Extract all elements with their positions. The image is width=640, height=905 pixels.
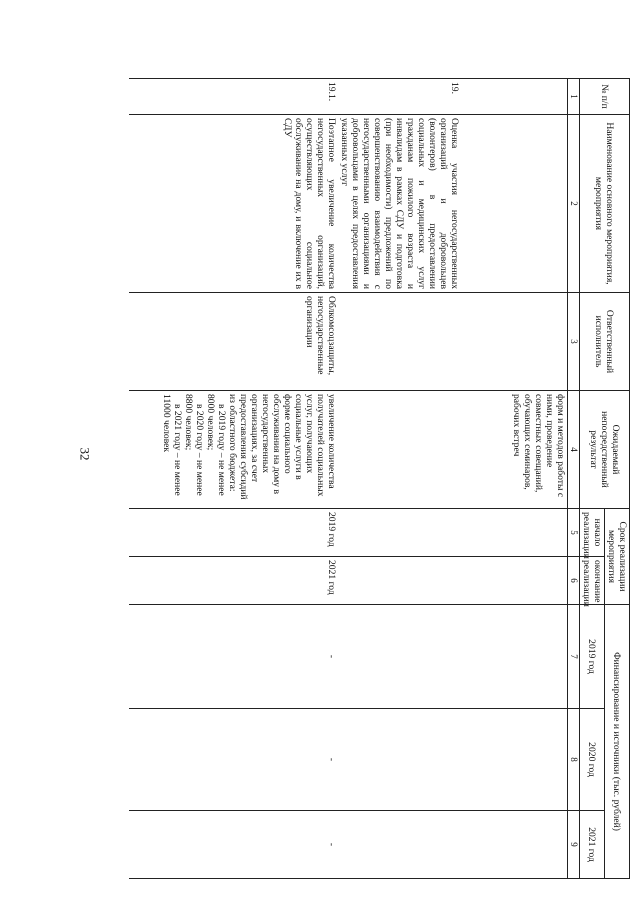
- header-executor: Ответственный исполнитель: [580, 293, 630, 391]
- header-num: № п/п: [580, 79, 630, 115]
- column-number: 1: [568, 79, 580, 115]
- table-row: [129, 79, 338, 879]
- result-line: в 2019 году – не менее 8000 человек;: [205, 394, 227, 496]
- column-number: 4: [568, 391, 580, 509]
- header-term: Срок реализации мероприятия: [605, 509, 630, 605]
- column-number: 8: [568, 709, 580, 811]
- row-result-text: увеличение количества получателей социальных услуг, получающих социальные услуги в форме социального обслуживания на дому в негосударственных организациях, за счет предоставления субсидий из областного бюджета:: [227, 394, 337, 500]
- row-2019: -: [129, 605, 338, 709]
- row-name: Оценка участия негосударственных организаций и добровольцев (волонтеров) в предоставлении социальных и медицинских услуг гражданам пожилого возраста и инвалидам в рамках СДУ и подготовка (при необходимости) предложений по совершенствованию взаимодействия с негосударственными организациями и добровольцами в целях предоставления указанных услуг: [338, 115, 500, 293]
- row-end: [338, 557, 500, 605]
- row-end: 2021 год: [129, 557, 338, 605]
- header-finance: Финансирование и источники (тыс. рублей): [605, 605, 630, 879]
- header-2021: 2021 год: [580, 811, 605, 879]
- header-result: Ожидаемый непосредственный результат: [580, 391, 630, 509]
- result-line: в 2020 году – не менее 8800 человек;: [183, 394, 205, 496]
- column-number-row: [568, 79, 580, 879]
- program-activities-table: [129, 78, 630, 879]
- row-2019: [338, 605, 500, 709]
- column-number: 7: [568, 605, 580, 709]
- header-2019: 2019 год: [580, 605, 605, 709]
- header-term-end: окончание реализации: [580, 557, 605, 605]
- column-number: 5: [568, 509, 580, 557]
- row-2020: -: [129, 709, 338, 811]
- page-number: 32: [77, 447, 93, 461]
- header-term-start: начало реализации: [580, 509, 605, 557]
- result-continuation: форм и методов работы с ними, проведение совместных совещаний, обучающих семинаров, рабочих встреч: [500, 391, 568, 509]
- header-name: Наименование основного мероприятия, мероприятия: [580, 115, 630, 293]
- row-2021: -: [129, 811, 338, 879]
- row-2021: [338, 811, 500, 879]
- row-executor: [338, 293, 500, 391]
- row-name: Поэтапное увеличение количества негосударственных организаций, осуществляющих социальное обслуживание на дому, и включение их в СДУ: [129, 115, 338, 293]
- row-result: [129, 391, 338, 509]
- row-2020: [338, 709, 500, 811]
- row-num: 19.1.: [129, 79, 338, 115]
- row-start: 2019 год: [129, 509, 338, 557]
- column-number: 6: [568, 557, 580, 605]
- table-row: [338, 79, 500, 879]
- row-num: 19.: [338, 79, 500, 115]
- column-number: 2: [568, 115, 580, 293]
- header-2020: 2020 год: [580, 709, 605, 811]
- column-number: 9: [568, 811, 580, 879]
- row-result: [338, 391, 500, 509]
- row-start: [338, 509, 500, 557]
- column-number: 3: [568, 293, 580, 391]
- row-executor: Облкомсоцзащиты, негосударственные организации: [129, 293, 338, 391]
- result-line: в 2021 году – не менее 11000 человек: [161, 394, 183, 496]
- table-row: [500, 79, 568, 879]
